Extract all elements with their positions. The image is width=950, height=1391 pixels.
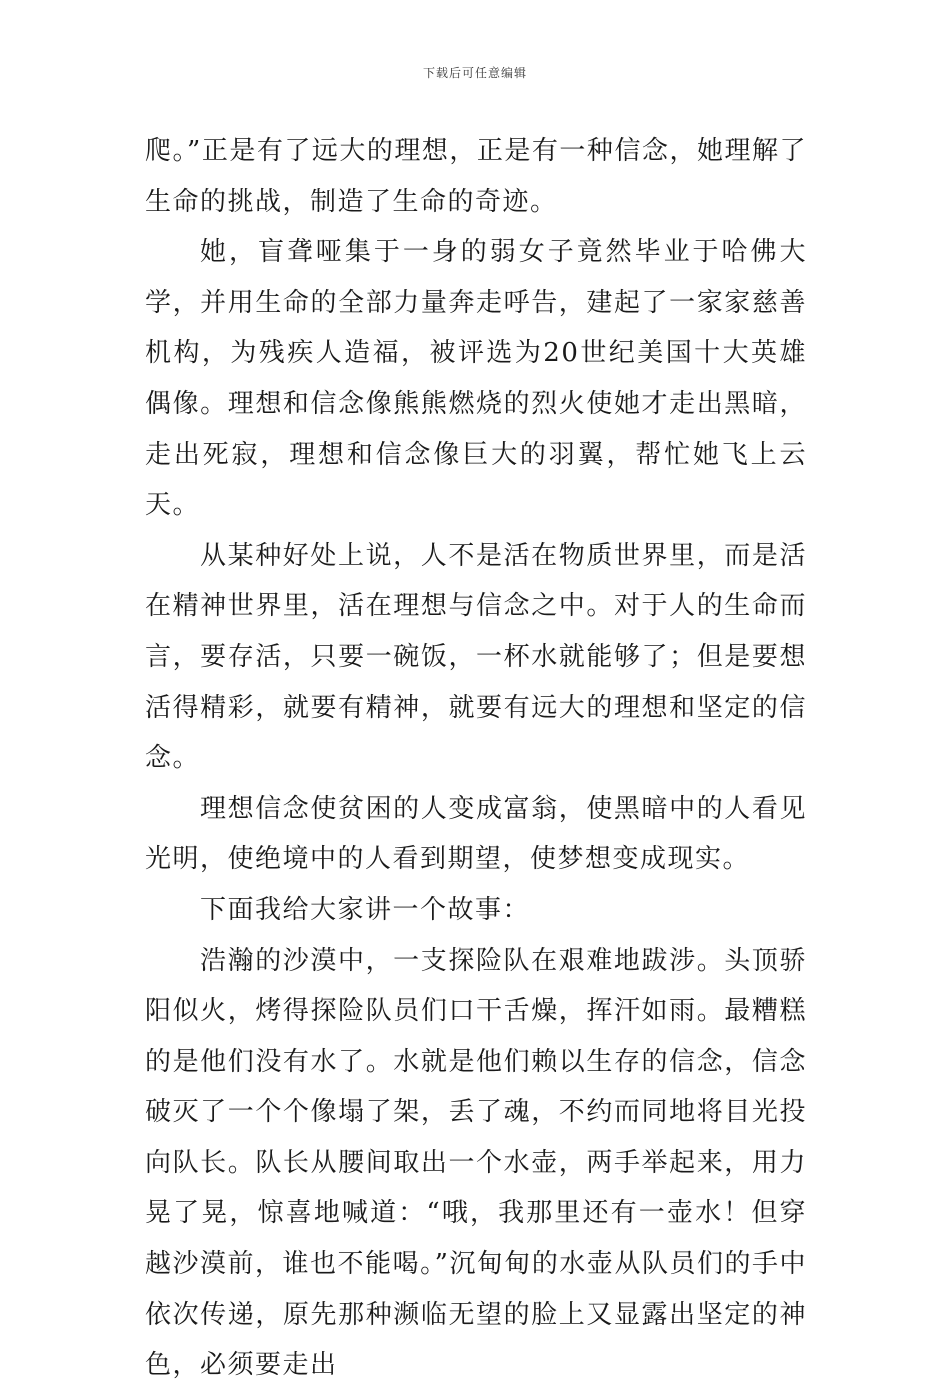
paragraph-continuation: 爬。”正是有了远大的理想，正是有一种信念，她理解了生命的挑战，制造了生命的奇迹。 [145, 136, 807, 217]
paragraph: 浩瀚的沙漠中，一支探险队在艰难地跋涉。头顶骄阳似火，烤得探险队员们口干舌燥，挥汗如雨。最糟糕的是他们没有水了。水就是他们赖以生存的信念，信念破灭了一个个像塌了架，丢了魂，不约而同地将目光投向队长。队长从腰间取出一个水壶，两手举起来，用力晃了晃，惊喜地喊道：“哦，我那里还有一壶水！但穿越沙漠前，谁也不能喝。”沉甸甸的水壶从队员们的手中依次传递，原先那种濒临无望的脸上又显露出坚定的神色，必须要走出 [145, 945, 807, 1381]
paragraph: 理想信念使贫困的人变成富翁，使黑暗中的人看见光明，使绝境中的人看到期望，使梦想变成现实。 [145, 793, 807, 875]
paragraph: 她，盲聋哑集于一身的弱女子竟然毕业于哈佛大学，并用生命的全部力量奔走呼告，建起了一家家慈善机构，为残疾人造福，被评选为20世纪美国十大英雄偶像。理想和信念像熊熊燃烧的烈火使她才走出黑暗，走出死寂，理想和信念像巨大的羽翼，帮忙她飞上云天。 [145, 237, 807, 521]
document-body [145, 126, 807, 1391]
paragraph: 下面我给大家讲一个故事： [200, 894, 531, 925]
page-header-note: 下载后可任意编辑 [422, 66, 527, 80]
paragraph: 从某种好处上说，人不是活在物质世界里，而是活在精神世界里，活在理想与信念之中。对于人的生命而言，要存活，只要一碗饭，一杯水就能够了；但是要想活得精彩，就要有精神，就要有远大的理想和坚定的信念。 [145, 540, 807, 774]
